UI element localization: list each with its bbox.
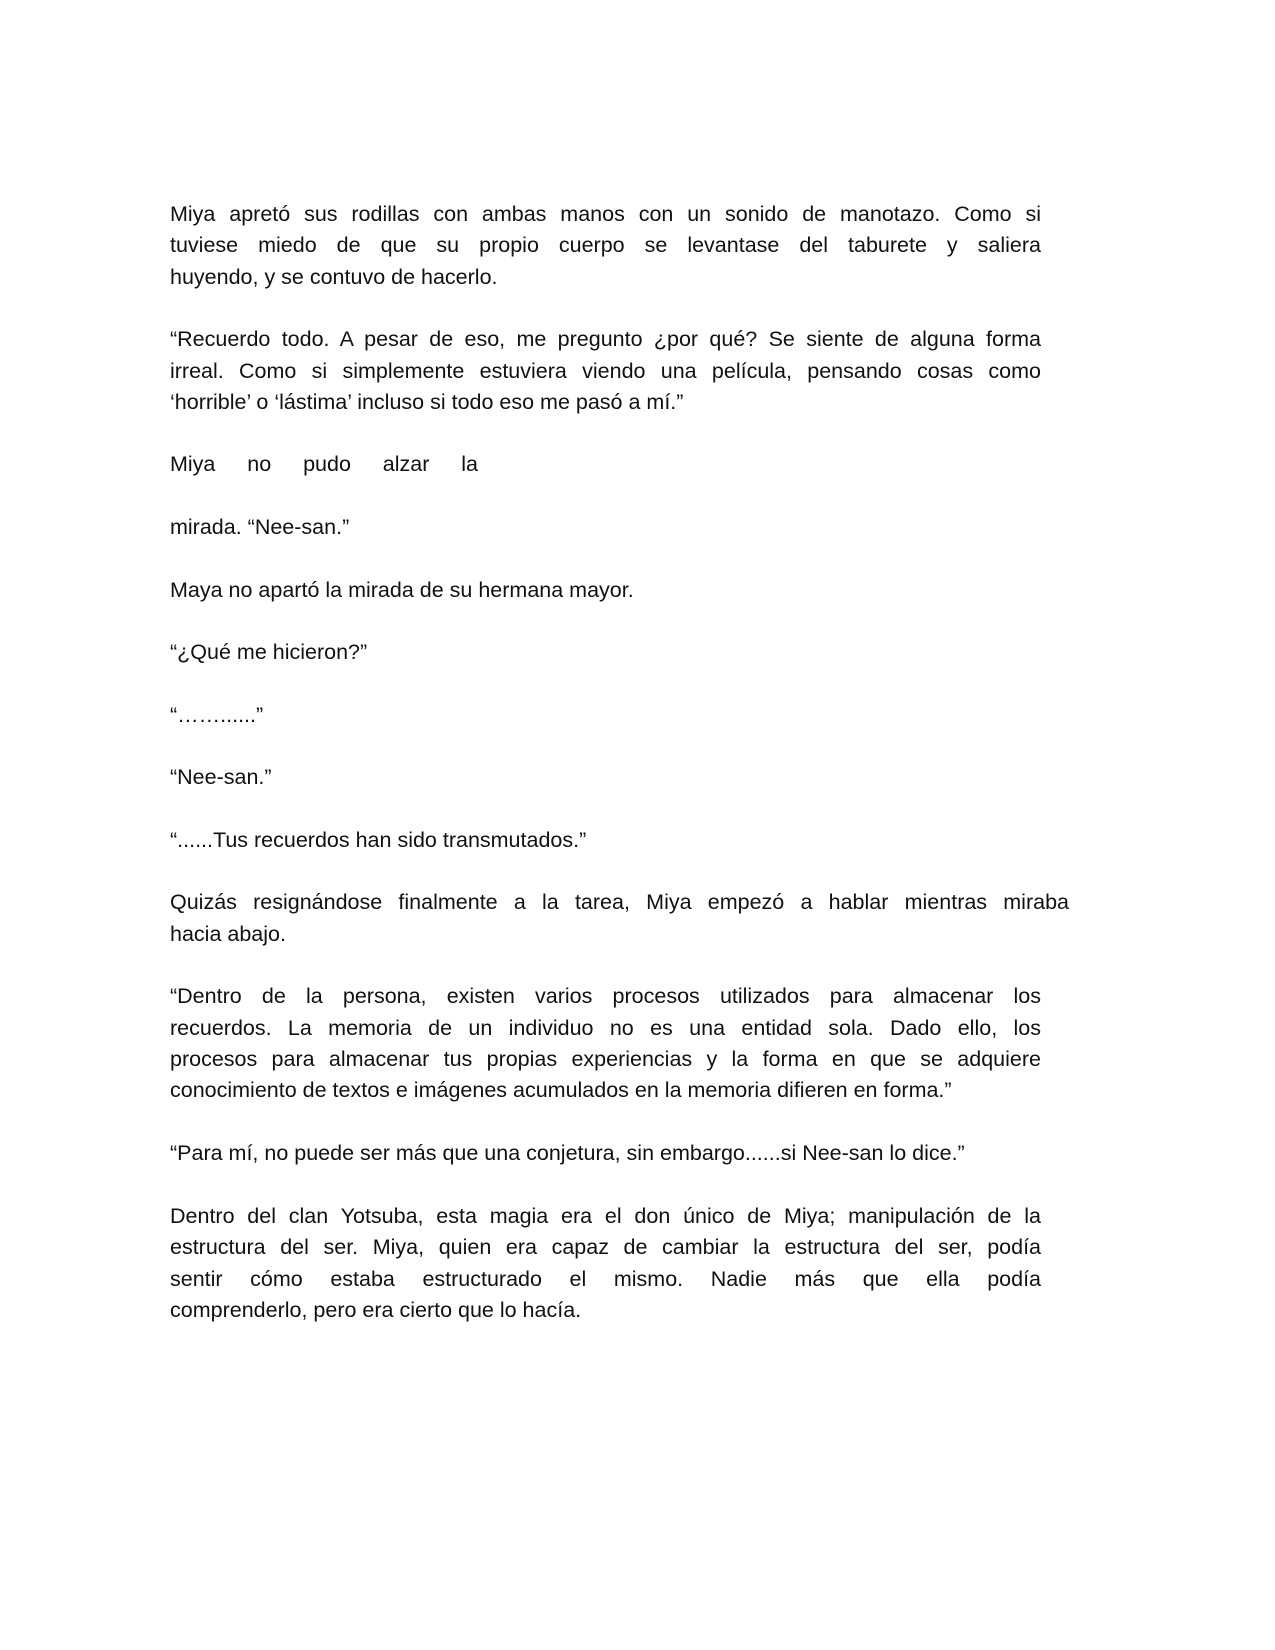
text-line: “¿Qué me hicieron?” (170, 640, 368, 664)
text-line: Miya apretó sus rodillas con ambas manos con un sonido de manotazo. Como si (170, 202, 1041, 226)
text-line: hacia abajo. (170, 922, 286, 946)
text-line: sentir cómo estaba estructurado el mismo. Nadie más que ella podía (170, 1267, 1041, 1291)
text-line: huyendo, y se contuvo de hacerlo. (170, 265, 498, 289)
text-line: “Dentro de la persona, existen varios procesos utilizados para almacenar los (170, 984, 1041, 1008)
text-line: estructura del ser. Miya, quien era capaz de cambiar la estructura del ser, podía (170, 1235, 1041, 1259)
text-line: recuerdos. La memoria de un individuo no es una entidad sola. Dado ello, los (170, 1016, 1041, 1040)
text-line: Dentro del clan Yotsuba, esta magia era el don único de Miya; manipulación de la (170, 1204, 1041, 1228)
text-line: Maya no apartó la mirada de su hermana mayor. (170, 578, 634, 602)
text-line: irreal. Como si simplemente estuviera viendo una película, pensando cosas como (170, 359, 1041, 383)
text-line: “Para mí, no puede ser más que una conjetura, sin embargo......si Nee-san lo dice.” (170, 1141, 965, 1165)
text-line: conocimiento de textos e imágenes acumulados en la memoria difieren en forma.” (170, 1078, 952, 1102)
text-line: ‘horrible’ o ‘lástima’ incluso si todo eso me pasó a mí.” (170, 390, 684, 414)
text-line: mirada. “Nee-san.” (170, 515, 350, 539)
text-line: Miya no pudo alzar la (170, 452, 478, 476)
text-line: “Recuerdo todo. A pesar de eso, me pregunto ¿por qué? Se siente de alguna forma (170, 327, 1041, 351)
text-line: “Nee-san.” (170, 765, 272, 789)
text-line: procesos para almacenar tus propias experiencias y la forma en que se adquiere (170, 1047, 1041, 1071)
text-line: “……......” (170, 703, 264, 727)
text-line: comprenderlo, pero era cierto que lo hacía. (170, 1298, 582, 1322)
text-line: tuviese miedo de que su propio cuerpo se levantase del taburete y saliera (170, 233, 1041, 257)
text-line: Quizás resignándose finalmente a la tarea, Miya empezó a hablar mientras miraba (170, 890, 1069, 914)
text-line: “......Tus recuerdos han sido transmutados.” (170, 828, 587, 852)
